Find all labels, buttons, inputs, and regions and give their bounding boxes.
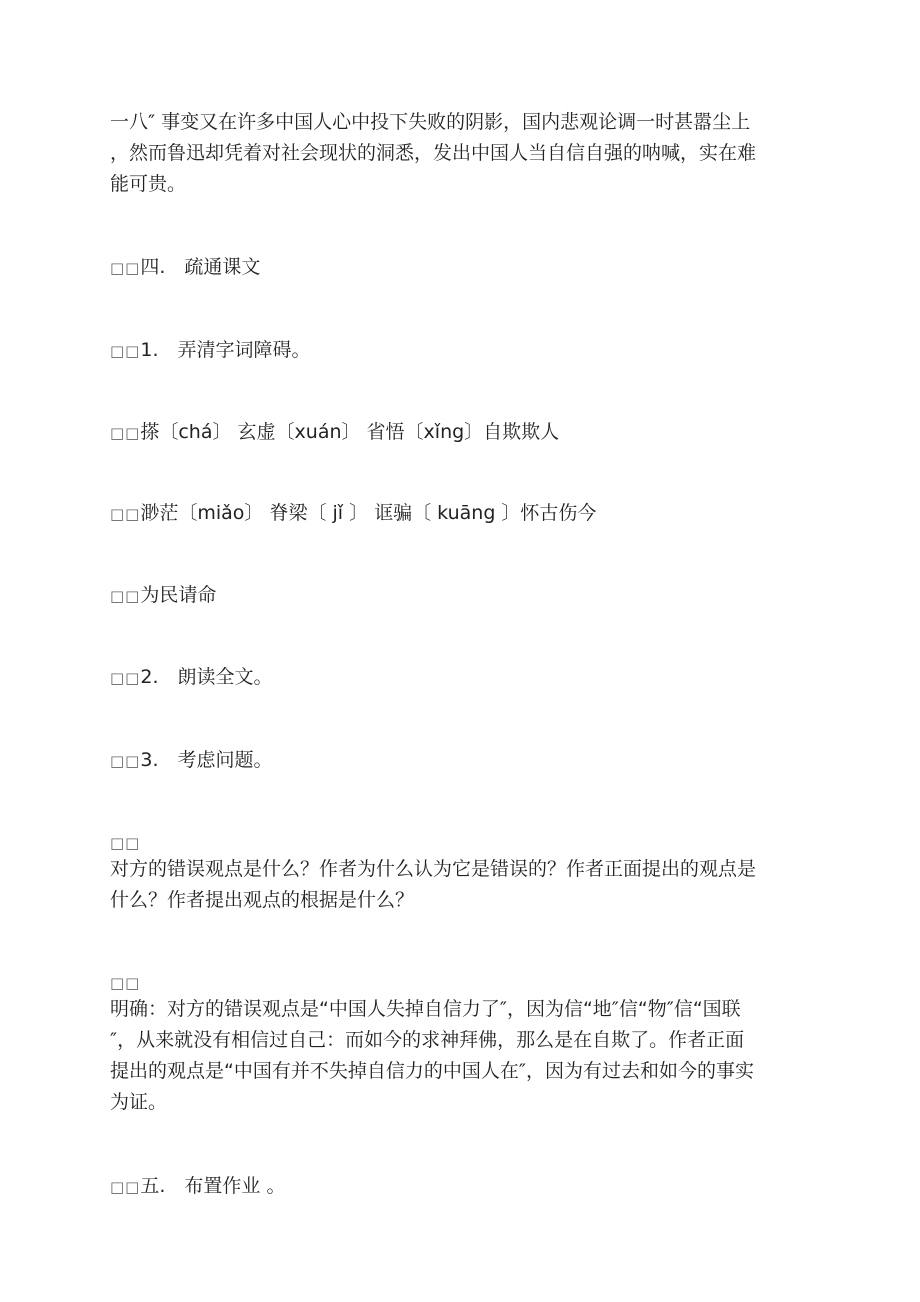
item3-text: 3. 考虑问题。 (140, 749, 273, 771)
answer-paragraph (110, 972, 810, 1118)
indent-marker: □□ (110, 669, 141, 687)
indent-marker: □□ (110, 834, 141, 852)
question-paragraph (110, 832, 810, 916)
indent-marker: □□ (110, 752, 141, 770)
vocab-line-2-text: 渺茫〔miǎo〕 脊梁〔 jǐ 〕 诓骗〔 kuāng 〕怀古伤今 (140, 502, 597, 524)
question-line-1: 对方的错误观点是什么？作者为什么认为它是错误的？作者正面提出的观点是 (110, 858, 757, 880)
indent-marker: □□ (110, 1178, 141, 1196)
item3 (110, 745, 810, 777)
answer-line-2: ″，从来就没有相信过自己：而如今的求神拜佛，那么是在自欺了。作者正面 (110, 1029, 745, 1051)
intro-line-3: 能可贵。 (110, 173, 187, 195)
answer-line-3: 提出的观点是“中国有并不失掉自信力的中国人在″，因为有过去和如今的事实 (110, 1060, 754, 1082)
question-line-2: 什么？作者提出观点的根据是什么？ (110, 889, 415, 911)
indent-marker: □□ (110, 424, 141, 442)
section5-heading-text: 五. 布置作业 。 (140, 1175, 286, 1197)
item1 (110, 335, 810, 367)
item2-text: 2. 朗读全文。 (140, 666, 273, 688)
intro-line-1: 一八″ 事变又在许多中国人心中投下失败的阴影，国内悲观论调一时甚嚣尘上 (110, 111, 751, 133)
indent-marker: □□ (110, 259, 141, 277)
section5-heading (110, 1171, 810, 1203)
indent-marker: □□ (110, 342, 141, 360)
vocab-line-2 (110, 498, 810, 530)
section4-heading-text: 四. 疏通课文 (140, 256, 261, 278)
item1-text: 1. 弄清字词障碍。 (140, 339, 311, 361)
answer-line-4: 为证。 (110, 1091, 168, 1113)
vocab-line-1 (110, 417, 810, 449)
indent-marker: □□ (110, 974, 141, 992)
intro-paragraph (110, 107, 810, 200)
indent-marker: □□ (110, 505, 141, 523)
vocab-line-1-text: 搽〔chá〕 玄虚〔xuán〕 省悟〔xǐng〕自欺欺人 (140, 421, 560, 443)
item2 (110, 662, 810, 694)
indent-marker: □□ (110, 587, 141, 605)
document-page (110, 0, 810, 1302)
vocab-line-3 (110, 580, 810, 612)
vocab-line-3-text: 为民请命 (140, 584, 217, 606)
answer-line-1: 明确：对方的错误观点是“中国人失掉自信力了″，因为信“地″信“物″信“国联 (110, 998, 741, 1020)
section4-heading (110, 252, 810, 284)
intro-line-2: ，然而鲁迅却凭着对社会现状的洞悉，发出中国人当自信自强的呐喊，实在难 (110, 142, 757, 164)
